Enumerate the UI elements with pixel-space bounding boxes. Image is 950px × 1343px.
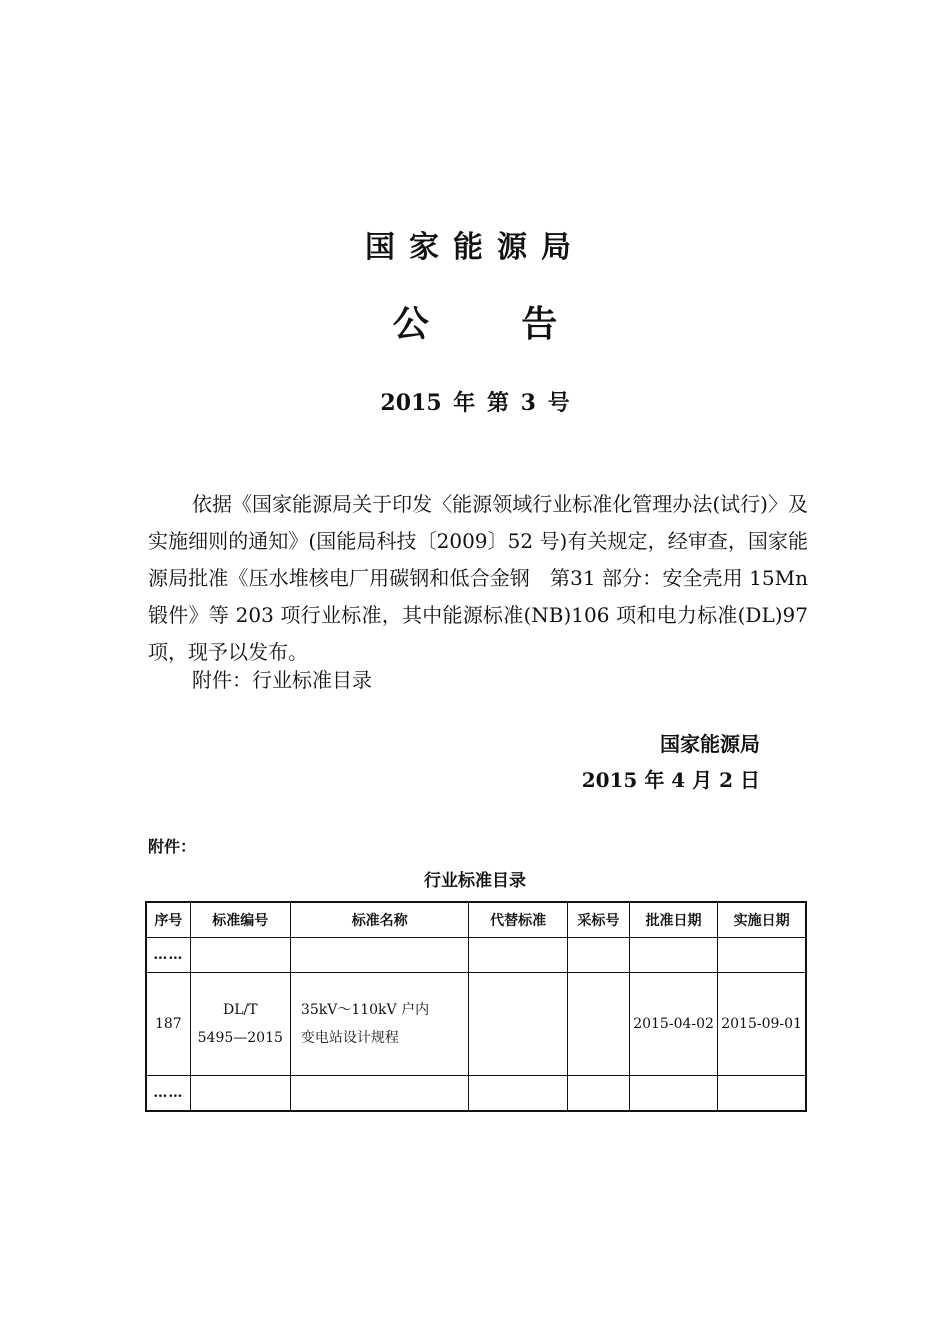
issuing-org-title: 国家能源局 bbox=[365, 230, 585, 265]
effective-date-cell: 2015-09-01 bbox=[718, 973, 806, 1076]
code-cell bbox=[190, 973, 290, 1076]
table-title: 行业标准目录 bbox=[424, 871, 526, 891]
column-header: 标准编号 bbox=[190, 902, 290, 938]
name-line: 变电站设计规程 bbox=[300, 1030, 399, 1046]
name-cell bbox=[290, 973, 469, 1076]
signature-date: 2015 年 4 月 2 日 bbox=[581, 768, 760, 792]
ellipsis-text: …… bbox=[153, 947, 184, 963]
attachment-label: 附件： bbox=[148, 837, 197, 856]
document-type-title: 公 告 bbox=[392, 304, 598, 345]
column-header: 序号 bbox=[146, 902, 190, 938]
column-header: 实施日期 bbox=[718, 902, 806, 938]
adopted-cell bbox=[567, 973, 629, 1076]
table-row-ellipsis-bottom bbox=[146, 1076, 806, 1112]
table-header-row bbox=[146, 902, 806, 938]
replaces-cell bbox=[469, 973, 567, 1076]
table-row bbox=[146, 973, 806, 1076]
column-header: 标准名称 bbox=[290, 902, 469, 938]
table-row-ellipsis-top bbox=[146, 938, 806, 973]
code-line: DL/T bbox=[222, 1002, 258, 1018]
column-header: 采标号 bbox=[567, 902, 629, 938]
column-header: 批准日期 bbox=[629, 902, 717, 938]
standards-catalog-table bbox=[145, 901, 807, 1112]
ellipsis-cell bbox=[146, 1076, 190, 1112]
ellipsis-text: …… bbox=[153, 1085, 184, 1101]
announcement-body bbox=[148, 486, 808, 671]
ellipsis-cell bbox=[146, 938, 190, 973]
announcement-paragraph: 依据《国家能源局关于印发〈能源领域行业标准化管理办法(试行)〉及实施细则的通知》(国能局科技〔2009〕52 号)有关规定，经审查，国家能源局批准《压水堆核电厂用碳钢和低合金钢 第31 部分：安全壳用 15Mn 锻件》等 203 项行业标准，其中能源标准(NB)106 项和电力标准(DL)97 项，现予以发布。 bbox=[148, 492, 808, 664]
column-header: 代替标准 bbox=[469, 902, 567, 938]
approval-date-cell: 2015-04-02 bbox=[629, 973, 717, 1076]
code-line: 5495—2015 bbox=[197, 1030, 283, 1046]
document-number: 2015 年 第 3 号 bbox=[380, 390, 570, 416]
attachment-reference: 附件：行业标准目录 bbox=[192, 668, 372, 692]
seq-cell: 187 bbox=[146, 973, 190, 1076]
name-line: 35kV～110kV 户内 bbox=[300, 1002, 430, 1018]
signature-org: 国家能源局 bbox=[660, 732, 760, 756]
